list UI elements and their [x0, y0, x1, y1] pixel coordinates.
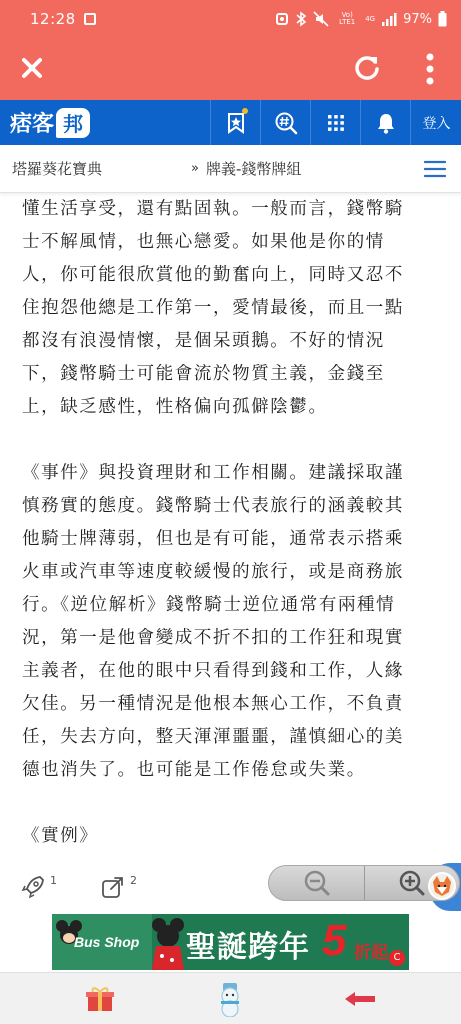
battery-text: 97%: [403, 11, 432, 27]
status-bar: [0, 0, 461, 38]
gift-icon: [85, 985, 115, 1013]
ad-banner[interactable]: [52, 914, 409, 970]
zoom-out-icon: [303, 869, 331, 897]
status-time: 12:28: [30, 10, 76, 28]
share-icon: [100, 874, 126, 900]
ad-choice-icon[interactable]: C: [389, 950, 405, 966]
breadcrumb: [0, 145, 461, 193]
ad-title: 聖誕跨年: [186, 930, 310, 965]
back-button[interactable]: [340, 981, 380, 1017]
like-count: 1: [50, 874, 57, 887]
menu-button[interactable]: [424, 160, 446, 178]
breadcrumb-home-link[interactable]: 塔羅葵花寶典: [12, 160, 103, 178]
close-icon: [18, 54, 46, 82]
article-paragraph: 懂生活享受，還有點固執。一般而言，錢幣騎 士不解風情，也無心戀愛。如果他是你的情 人，你可能很欣賞他的勤奮向上，同時又忍不 住抱怨他總是工作第一，愛情最後，而且一點 都沒有浪漫情懷，是個呆頭鵝。不好的情況 下，錢幣騎士可能會流於物質主義，金錢至 上，缺乏感性，性格偏向孤僻陰鬱。: [22, 199, 404, 417]
hamburger-menu-icon: [424, 160, 446, 178]
apps-button[interactable]: [310, 100, 360, 145]
message-notification-icon: [84, 13, 96, 25]
bookmark-star-icon: [227, 112, 245, 134]
site-header: [0, 100, 461, 145]
article-paragraph: 《實例》: [22, 826, 99, 846]
close-button[interactable]: [18, 54, 46, 82]
article-paragraph: 《事件》與投資理財和工作相關。建議採取謹 慎務實的態度。錢幣騎士代表旅行的涵義較其 他騎士牌薄弱，但也是有可能，通常表示搭乘 火車或汽車等速度較緩慢的旅行，或是商務旅 行。《逆位解析》錢幣騎士逆位通常有兩種情 況，第一是他會變成不折不扣的工作狂和現實 主義者，在他的眼中只看得到錢和工作，人緣 欠佳。另一種情況是他根本無心工作，不負責 任，失去方向，整天渾渾噩噩，謹慎細心的美 德也消失了。也可能是工作倦怠或失業。: [22, 463, 404, 780]
bell-icon: [376, 112, 396, 134]
fox-mascot-icon[interactable]: [428, 872, 456, 900]
gift-button[interactable]: [80, 981, 120, 1017]
network-label: Vo) LTE1: [339, 11, 356, 26]
ad-discount-label: 折起: [354, 943, 388, 963]
alarm-icon: [275, 12, 289, 26]
hashtag-search-icon: [274, 111, 298, 135]
breadcrumb-separator: »: [191, 161, 199, 176]
notifications-button[interactable]: [360, 100, 410, 145]
more-vertical-icon: [418, 52, 442, 86]
reload-icon: [352, 53, 382, 83]
more-options-button[interactable]: [418, 52, 442, 86]
back-arrow-icon: [343, 989, 377, 1009]
header-actions: [210, 100, 461, 145]
bookmark-button[interactable]: [210, 100, 260, 145]
logo-text: 痞客: [10, 112, 55, 137]
like-button[interactable]: [20, 874, 57, 900]
ad-brand: Bus Shop: [74, 934, 140, 950]
article-body: [22, 193, 432, 853]
login-button[interactable]: 登入: [410, 100, 461, 145]
site-logo[interactable]: [10, 106, 90, 139]
notification-dot: [242, 108, 248, 114]
signal-type: 4G: [365, 14, 376, 23]
signal-icon: [381, 12, 397, 26]
share-button[interactable]: [100, 874, 137, 900]
minnie-character-icon: [150, 916, 186, 970]
mascot-button[interactable]: [210, 981, 250, 1017]
snowman-mascot-icon: [215, 981, 245, 1017]
browser-toolbar: [0, 38, 461, 100]
zoom-in-icon: [398, 869, 426, 897]
bluetooth-icon: [295, 11, 307, 27]
logo-badge: 邦: [56, 108, 90, 138]
ad-discount-number: 5: [322, 916, 347, 965]
reload-button[interactable]: [352, 53, 382, 83]
rocket-icon: [20, 874, 46, 900]
mute-icon: [313, 11, 329, 27]
breadcrumb-category-link[interactable]: 牌義-錢幣牌組: [206, 160, 302, 178]
tag-search-button[interactable]: [260, 100, 310, 145]
bottom-navigation: [0, 972, 461, 1024]
apps-grid-icon: [327, 114, 345, 132]
battery-icon: [438, 11, 447, 27]
zoom-out-button[interactable]: [269, 866, 364, 900]
share-count: 2: [130, 874, 137, 887]
